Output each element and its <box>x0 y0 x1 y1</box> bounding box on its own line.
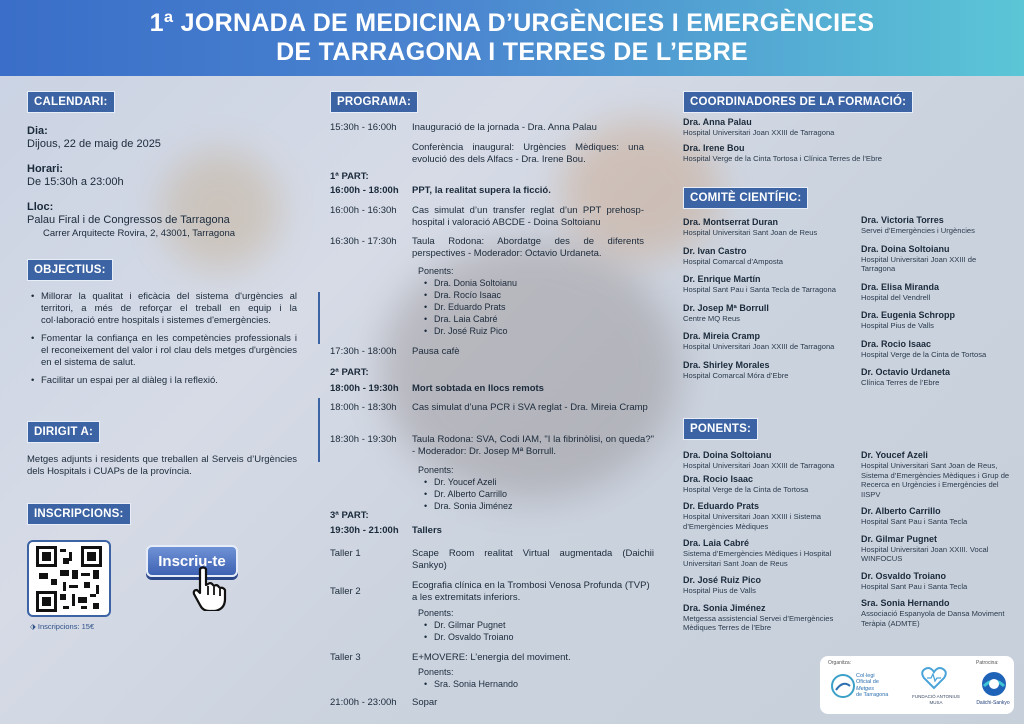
taller-label: Taller 2 <box>330 586 361 597</box>
person-name: Dra. Doina Soltoianu <box>861 243 950 254</box>
person-name: Dr. Youcef Azeli <box>861 450 928 460</box>
person-name: Dra. Elisa Miranda <box>861 281 940 292</box>
person-name: Dra. Shirley Morales <box>683 359 770 370</box>
daiichi-sankyo-logo-icon <box>980 670 1008 698</box>
programa-time: 17:30h - 18:00h <box>330 346 397 357</box>
objectius-list <box>31 291 297 387</box>
person-institution: Hospital Universitari Joan XXIII de Tarragona <box>683 342 835 351</box>
objectiu-item: • Facilitar un espai per al diàleg i la reflexió. <box>31 375 297 387</box>
person-institution: Hospital Comarcal d’Amposta <box>683 256 784 266</box>
person-institution: Hospital Universitari Sant Joan de Reus <box>683 228 818 237</box>
ponents-label: Ponents: <box>418 266 454 276</box>
hand-pointer-icon <box>188 565 230 611</box>
ponents-list <box>424 619 514 643</box>
person-name: Dr. Enrique Martín <box>683 274 761 284</box>
person-institution: Hospital Comarcal Móra d’Ebre <box>683 370 789 380</box>
part-label: 2ª PART: <box>330 367 369 378</box>
taller-text: Ecografia clínica en la Trombosi Venosa Profunda (TVP) a les extremitats inferiors. <box>412 580 650 603</box>
part-label: 3ª PART: <box>330 510 369 521</box>
page-header <box>0 0 1024 76</box>
programa-text: Taula Rodona: SVA, Codi IAM, "I la fibrinòlisi, on queda?" - Moderador: Dr. Josep Mª Borrull. <box>412 434 654 457</box>
person-name: Dr. Ivan Castro <box>683 245 747 256</box>
comite-tag: COMITÈ CIENTÍFIC: <box>683 187 808 209</box>
person-institution: Hospital Universitari Joan XXIII. Vocal WINFOCUS <box>861 544 989 563</box>
col-legi-logo-text: Col·legi Oficial de Metges de Tarragona <box>856 673 889 698</box>
person-institution: Hospital Sant Pau i Santa Tecla <box>861 581 968 591</box>
person-name: Dr. José Ruiz Pico <box>683 575 762 585</box>
part-label: 1ª PART: <box>330 171 369 182</box>
part-title: Mort sobtada en llocs remots <box>412 383 544 394</box>
programa-text: Cas simulat d’un transfer reglat d’un PPT prehosp-hospital i valoració ABCDE - Doina Soltoianu <box>412 205 644 228</box>
objectius-tag: OBJECTIUS: <box>27 259 113 281</box>
person-institution: Sistema d’Emergències Mèdiques i Hospital Universitari Sant Joan de Reus <box>683 549 832 568</box>
programa-text: Pausa cafè <box>412 346 460 357</box>
person-name: Dr. Eduardo Prats <box>683 501 760 511</box>
ponents-label: Ponents: <box>418 667 454 677</box>
person-name: Dr. Josep Mª Borrull <box>683 302 769 313</box>
coordinadors-tag: COORDINADORES DE LA FORMACIÓ: <box>683 91 913 113</box>
taller-text: E+MOVERE: L’energia del moviment. <box>412 652 571 663</box>
person-institution: Hospital Sant Pau i Santa Tecla de Tarragona <box>683 285 836 294</box>
objectiu-item: • Fomentar la confiança en les competències professionals i el reconeixement del valor i rol clau dels metges d'urgències en el sistema de salut. <box>31 333 297 369</box>
fundacio-heart-logo-icon <box>921 666 947 690</box>
inscripcions-price: ⬗ Inscripcions: 15€ <box>30 622 95 631</box>
programa-time: 18:00h - 18:30h <box>330 402 397 413</box>
programa-divider-1 <box>318 292 320 344</box>
dia-label: Dia: <box>27 125 48 137</box>
patrocina-label: Patrocina: <box>976 660 999 666</box>
dirigit-text: Metges adjunts i residents que treballen al Serveis d’Urgències dels Hospitals i CUAPs de la província. <box>27 454 297 477</box>
person-name: Dra. Eugenia Schropp <box>861 310 956 320</box>
person-institution: Metgessa assistencial Servei d’Emergències Mèdiques Terres de l’Ebre <box>683 613 834 632</box>
dia-value: Dijous, 22 de maig de 2025 <box>27 138 161 150</box>
taller-label: Taller 3 <box>330 652 361 663</box>
programa-time: 21:00h - 23:00h <box>330 697 397 708</box>
objectiu-item: • Millorar la qualitat i eficàcia del sistema d'urgències al territori, a més de reforçar el treball en equip i la col·laboració entre hospitals i sistemes d'emergències. <box>31 291 297 327</box>
person-institution: Hospital Verge de la Cinta Tortosa i Clínica Terres de l’Ebre <box>683 153 882 163</box>
organitza-label: Organitza: <box>828 660 852 666</box>
programa-time: 16:00h - 16:30h <box>330 205 397 216</box>
coordinadors-list <box>683 117 1003 163</box>
lloc-address: Carrer Arquitecte Rovira, 2, 43001, Tarragona <box>43 228 236 239</box>
inscripcions-tag: INSCRIPCIONS: <box>27 503 131 525</box>
person-institution: Servei d’Emergències i Urgències <box>861 226 975 235</box>
calendari-tag: CALENDARI: <box>27 91 115 113</box>
person-name: Dr. Alberto Carrillo <box>861 506 941 516</box>
person-name: Dra. Anna Palau <box>683 117 752 127</box>
ponents-list <box>424 476 513 512</box>
col-legi-metges-logo-icon <box>830 672 856 700</box>
ponents-left-list <box>683 450 848 633</box>
programa-tag: PROGRAMA: <box>330 91 418 113</box>
comite-right-list <box>861 215 1011 388</box>
person-name: Dr. Octavio Urdaneta <box>861 367 951 377</box>
programa-time: 15:30h - 16:00h <box>330 122 397 133</box>
programa-time: 18:00h - 19:30h <box>330 383 399 394</box>
qr-code-icon <box>36 546 102 612</box>
ponent-item: • Sra. Sonia Hernando <box>424 678 518 690</box>
inscriu-te-button[interactable]: Inscriu-te <box>146 545 238 577</box>
taller-label: Taller 1 <box>330 548 361 559</box>
person-institution: Hospital Pius de Valls <box>683 586 756 595</box>
ponent-item: • Dr. Eduardo Prats <box>424 301 517 313</box>
daiichi-sankyo-text: Daiichi-Sankyo <box>976 700 1010 706</box>
person-name: Dra. Doina Soltoianu <box>683 450 772 460</box>
person-institution: Hospital Pius de Valls <box>861 321 934 330</box>
person-institution: Hospital Universitari Joan XXIII i Sistema d’Emergències Mèdiques <box>683 512 822 531</box>
person-institution: Hospital Universitari Joan XXIII de Tarragona <box>861 254 977 273</box>
ponent-item: • Dr. Gilmar Pugnet <box>424 619 514 631</box>
ponents-list <box>424 277 517 337</box>
programa-text: Sopar <box>412 697 438 708</box>
ponents-tag: PONENTS: <box>683 418 758 440</box>
person-institution: Associació Espanyola de Dansa Moviment Teràpia (ADMTE) <box>861 609 1005 628</box>
programa-text: Inauguració de la jornada - Dra. Anna Palau <box>412 122 597 133</box>
person-name: Dra. Mireia Cramp <box>683 331 761 341</box>
person-name: Dr. Osvaldo Troiano <box>861 570 947 581</box>
person-institution: Centre MQ Reus <box>683 313 740 323</box>
part-title: PPT, la realitat supera la ficció. <box>412 185 551 196</box>
header-title-line-2: DE TARRAGONA I TERRES DE L’EBRE <box>276 38 748 66</box>
programa-time: 18:30h - 19:30h <box>330 434 397 445</box>
ponent-item: • Dra. Donia Soltoianu <box>424 277 517 289</box>
tag-price-icon: ⬗ <box>30 622 38 631</box>
person-name: Dra. Victoria Torres <box>861 215 944 225</box>
ponent-item: • Dra. Laia Cabré <box>424 313 517 325</box>
person-institution: Hospital del Vendrell <box>861 292 931 302</box>
ponent-item: • Dr. Youcef Azeli <box>424 476 513 488</box>
fundacio-logo-text: FUNDACIÓ ANTONIUS MUSA <box>912 694 960 705</box>
part-title: Tallers <box>412 525 442 536</box>
person-name: Sra. Sonia Hernando <box>861 598 950 608</box>
programa-time: 16:00h - 18:00h <box>330 185 399 196</box>
ponent-item: • Dr. Osvaldo Troiano <box>424 631 514 643</box>
programa-divider-2 <box>318 398 320 462</box>
programa-text: Cas simulat d’una PCR i SVA reglat - Dra. Mireia Cramp <box>412 402 648 413</box>
ponents-right-list <box>861 450 1016 628</box>
header-title-line-1: 1ª JORNADA DE MEDICINA D’URGÈNCIES I EMERGÈNCIES <box>149 9 875 37</box>
person-institution: Hospital Universitari Joan XXIII de Tarragona <box>683 128 835 137</box>
ponent-item: • Dra. Sonia Jiménez <box>424 500 513 512</box>
programa-text: Conferència inaugural: Urgències Mèdiques: una evolució des dels Alfacs - Dra. Irene Bou. <box>412 142 644 165</box>
sponsor-logos <box>820 656 1014 714</box>
person-name: Dra. Laia Cabré <box>683 538 750 548</box>
person-name: Dra. Sonia Jiménez <box>683 602 766 613</box>
person-institution: Hospital Sant Pau i Santa Tecla <box>861 517 968 526</box>
ponent-item: • Dr. José Ruiz Pico <box>424 325 517 337</box>
dirigit-tag: DIRIGIT A: <box>27 421 100 443</box>
qr-code[interactable] <box>27 540 111 617</box>
ponents-label: Ponents: <box>418 608 454 618</box>
horari-label: Horari: <box>27 163 64 175</box>
person-institution: Hospital Verge de la Cinta de Tortosa <box>683 484 809 494</box>
ponent-item: • Dr. Alberto Carrillo <box>424 488 513 500</box>
person-institution: Hospital Verge de la Cinta de Tortosa <box>861 349 987 359</box>
taller-text: Scape Room realitat Virtual augmentada (Daichii Sankyo) <box>412 548 654 571</box>
person-name: Dra. Rocio Isaac <box>683 473 754 484</box>
lloc-label: Lloc: <box>27 201 54 213</box>
ponents-list <box>424 678 518 690</box>
ponents-label: Ponents: <box>418 465 454 475</box>
ponent-item: • Dra. Rocío Isaac <box>424 289 517 301</box>
person-name: Dra. Irene Bou <box>683 142 745 153</box>
person-institution: Clínica Terres de l’Ebre <box>861 378 940 387</box>
person-institution: Hospital Universitari Joan XXIII de Tarragona <box>683 461 835 470</box>
lloc-value: Palau Firal i de Congressos de Tarragona <box>27 214 230 226</box>
programa-time: 19:30h - 21:00h <box>330 525 399 536</box>
person-institution: Hospital Universitari Sant Joan de Reus, Sistema d’Emergències Mèdiques i Grup de Recerca en Urgències i Emergències del IISPV <box>861 461 1010 499</box>
person-name: Dra. Montserrat Duran <box>683 217 779 227</box>
person-name: Dr. Gilmar Pugnet <box>861 533 938 544</box>
comite-left-list <box>683 217 853 380</box>
person-name: Dra. Rocio Isaac <box>861 338 932 349</box>
programa-text: Taula Rodona: Abordatge des de diferents perspectives - Moderador: Octavio Urdaneta. <box>412 236 644 259</box>
programa-time: 16:30h - 17:30h <box>330 236 397 247</box>
calendari-block <box>27 125 297 240</box>
horari-value: De 15:30h a 23:00h <box>27 176 124 188</box>
